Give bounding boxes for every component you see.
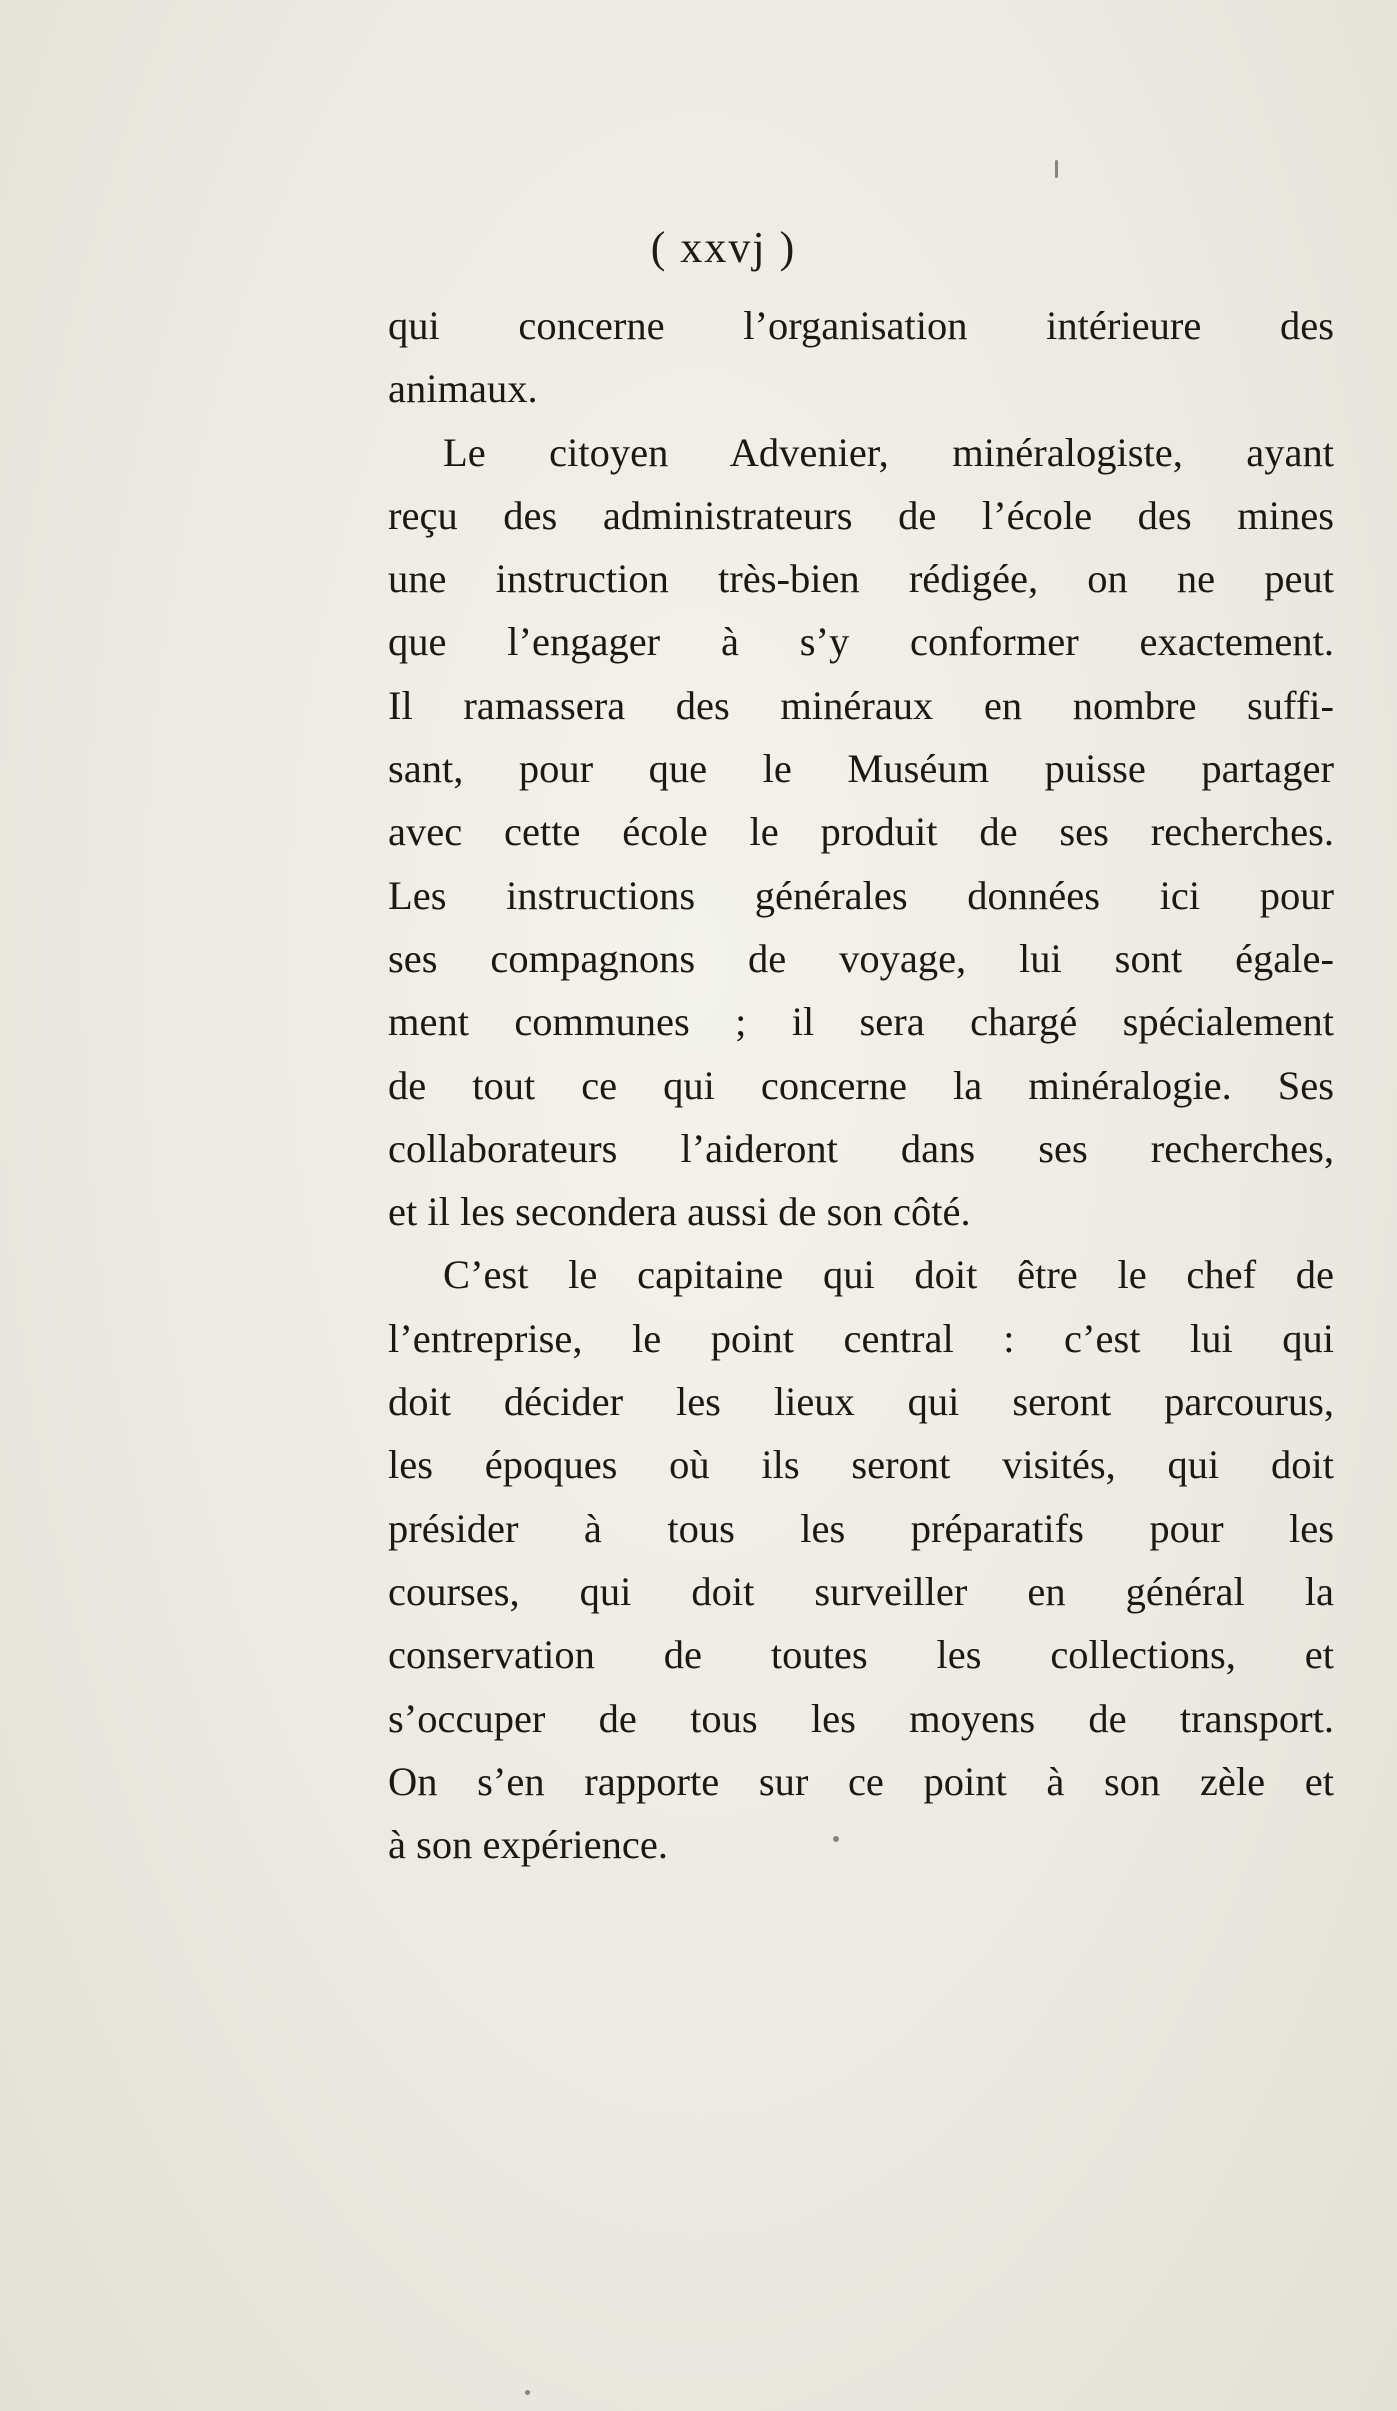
text-line: avec cette école le produit de ses recherches. [388,809,1334,855]
text-line: l’entreprise, le point central : c’est lui qui [388,1315,1334,1361]
text-line: que l’engager à s’y conformer exactement. [388,619,1334,665]
paper-speck [525,2390,530,2395]
text-line: les époques où ils seront visités, qui doit [388,1442,1334,1488]
text-line: ment communes ; il sera chargé spécialement [388,999,1334,1045]
text-line: courses, qui doit surveiller en général la [388,1568,1334,1614]
text-line: s’occuper de tous les moyens de transport. [388,1695,1334,1741]
paper-speck [833,1836,839,1842]
text-line: C’est le capitaine qui doit être le chef de [443,1252,1334,1298]
text-line: animaux. [388,366,538,412]
text-line: reçu des administrateurs de l’école des mines [388,492,1334,538]
text-line: ses compagnons de voyage, lui sont égale- [388,935,1334,981]
paragraph-1 [388,294,1334,421]
text-line: doit décider les lieux qui seront parcourus, [388,1379,1334,1425]
text-line: On s’en rapporte sur ce point à son zèle et [388,1758,1334,1804]
text-line: présider à tous les préparatifs pour les [388,1505,1334,1551]
paper-speck [1055,160,1058,178]
text-line: Les instructions générales données ici pour [388,872,1334,918]
page-number: ( xxvj ) [650,223,797,272]
text-line: qui concerne l’organisation intérieure des [388,303,1334,348]
text-line: une instruction très-bien rédigée, on ne peut [388,556,1334,602]
body-text [388,294,1334,1876]
text-line: collaborateurs l’aideront dans ses recherches, [388,1125,1334,1171]
text-line: de tout ce qui concerne la minéralogie. Ses [388,1062,1334,1108]
text-line: Le citoyen Advenier, minéralogiste, ayant [443,429,1334,475]
text-line: conservation de toutes les collections, et [388,1632,1334,1678]
paragraph-3 [388,1243,1334,1876]
text-line: et il les secondera aussi de son côté. [388,1189,971,1235]
text-line: Il ramassera des minéraux en nombre suffi- [388,682,1334,728]
text-line: sant, pour que le Muséum puisse partager [388,746,1334,792]
paragraph-2 [388,421,1334,1244]
text-line: à son expérience. [388,1822,668,1868]
